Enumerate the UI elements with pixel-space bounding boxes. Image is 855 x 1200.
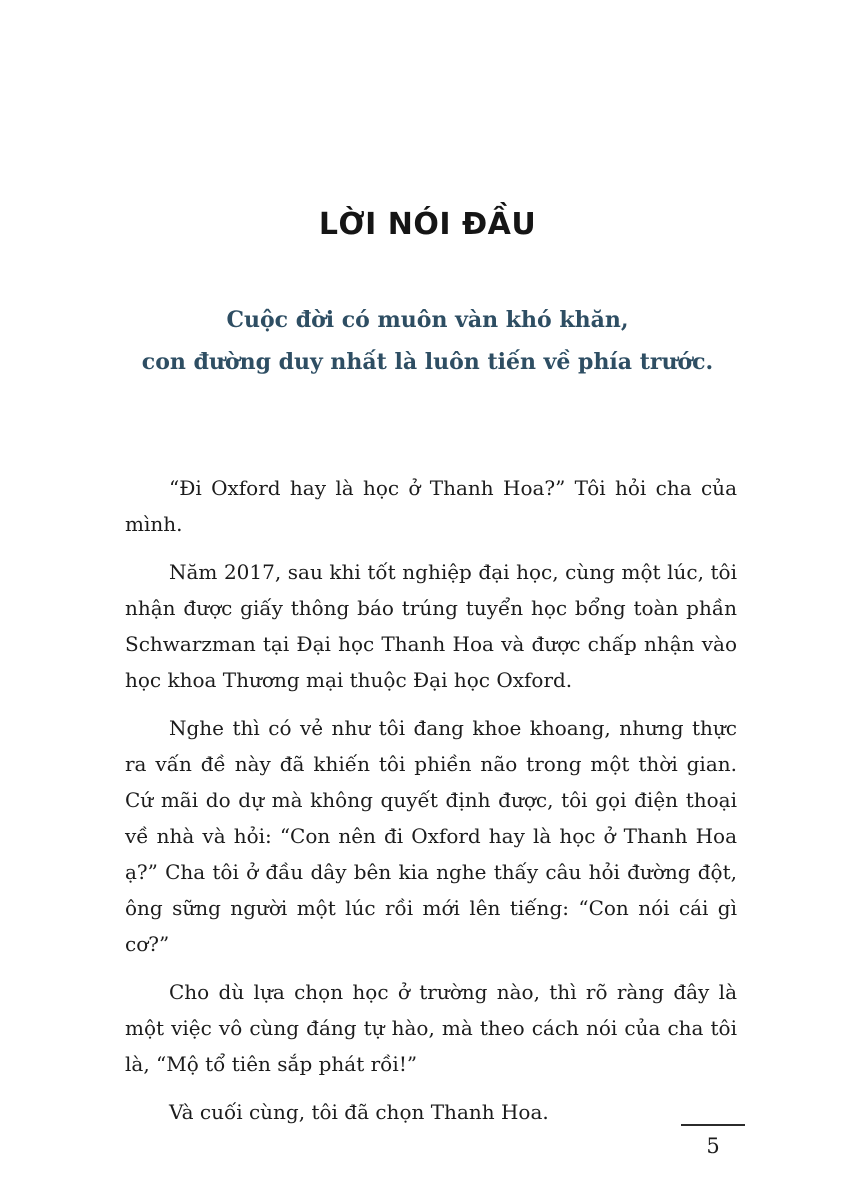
- paragraph-1: “Đi Oxford hay là học ở Thanh Hoa?” Tôi hỏi cha của mình.: [125, 476, 737, 536]
- paragraph-2: Năm 2017, sau khi tốt nghiệp đại học, cùng một lúc, tôi nhận được giấy thông báo trúng tuyển học bổng toàn phần Schwarzman tại Đại học Thanh Hoa và được chấp nhận vào học khoa Thương mại thuộc Đại học Oxford.: [125, 560, 737, 692]
- footer-divider: [681, 1124, 745, 1126]
- epigraph-line-2: con đường duy nhất là luôn tiến về phía trước.: [141, 349, 714, 375]
- page-footer: [681, 1124, 745, 1158]
- paragraph-4: Cho dù lựa chọn học ở trường nào, thì rõ ràng đây là một việc vô cùng đáng tự hào, mà theo cách nói của cha tôi là, “Mộ tổ tiên sắp phát rồi!”: [125, 980, 737, 1076]
- epigraph-line-1: Cuộc đời có muôn vàn khó khăn,: [226, 307, 629, 333]
- page-number: 5: [706, 1134, 720, 1158]
- chapter-title: LỜI NÓI ĐẦU: [318, 207, 537, 242]
- paragraph-3: Nghe thì có vẻ như tôi đang khoe khoang, nhưng thực ra vấn đề này đã khiến tôi phiền não trong một thời gian. Cứ mãi do dự mà không quyết định được, tôi gọi điện thoại về nhà và hỏi: “Con nên đi Oxford hay là học ở Thanh Hoa ạ?” Cha tôi ở đầu dây bên kia nghe thấy câu hỏi đường đột, ông sững người một lúc rồi mới lên tiếng: “Con nói cái gì cơ?”: [125, 716, 737, 956]
- epigraph: [0, 299, 855, 383]
- paragraph-5: Và cuối cùng, tôi đã chọn Thanh Hoa.: [169, 1100, 549, 1124]
- body-text: [125, 470, 737, 1142]
